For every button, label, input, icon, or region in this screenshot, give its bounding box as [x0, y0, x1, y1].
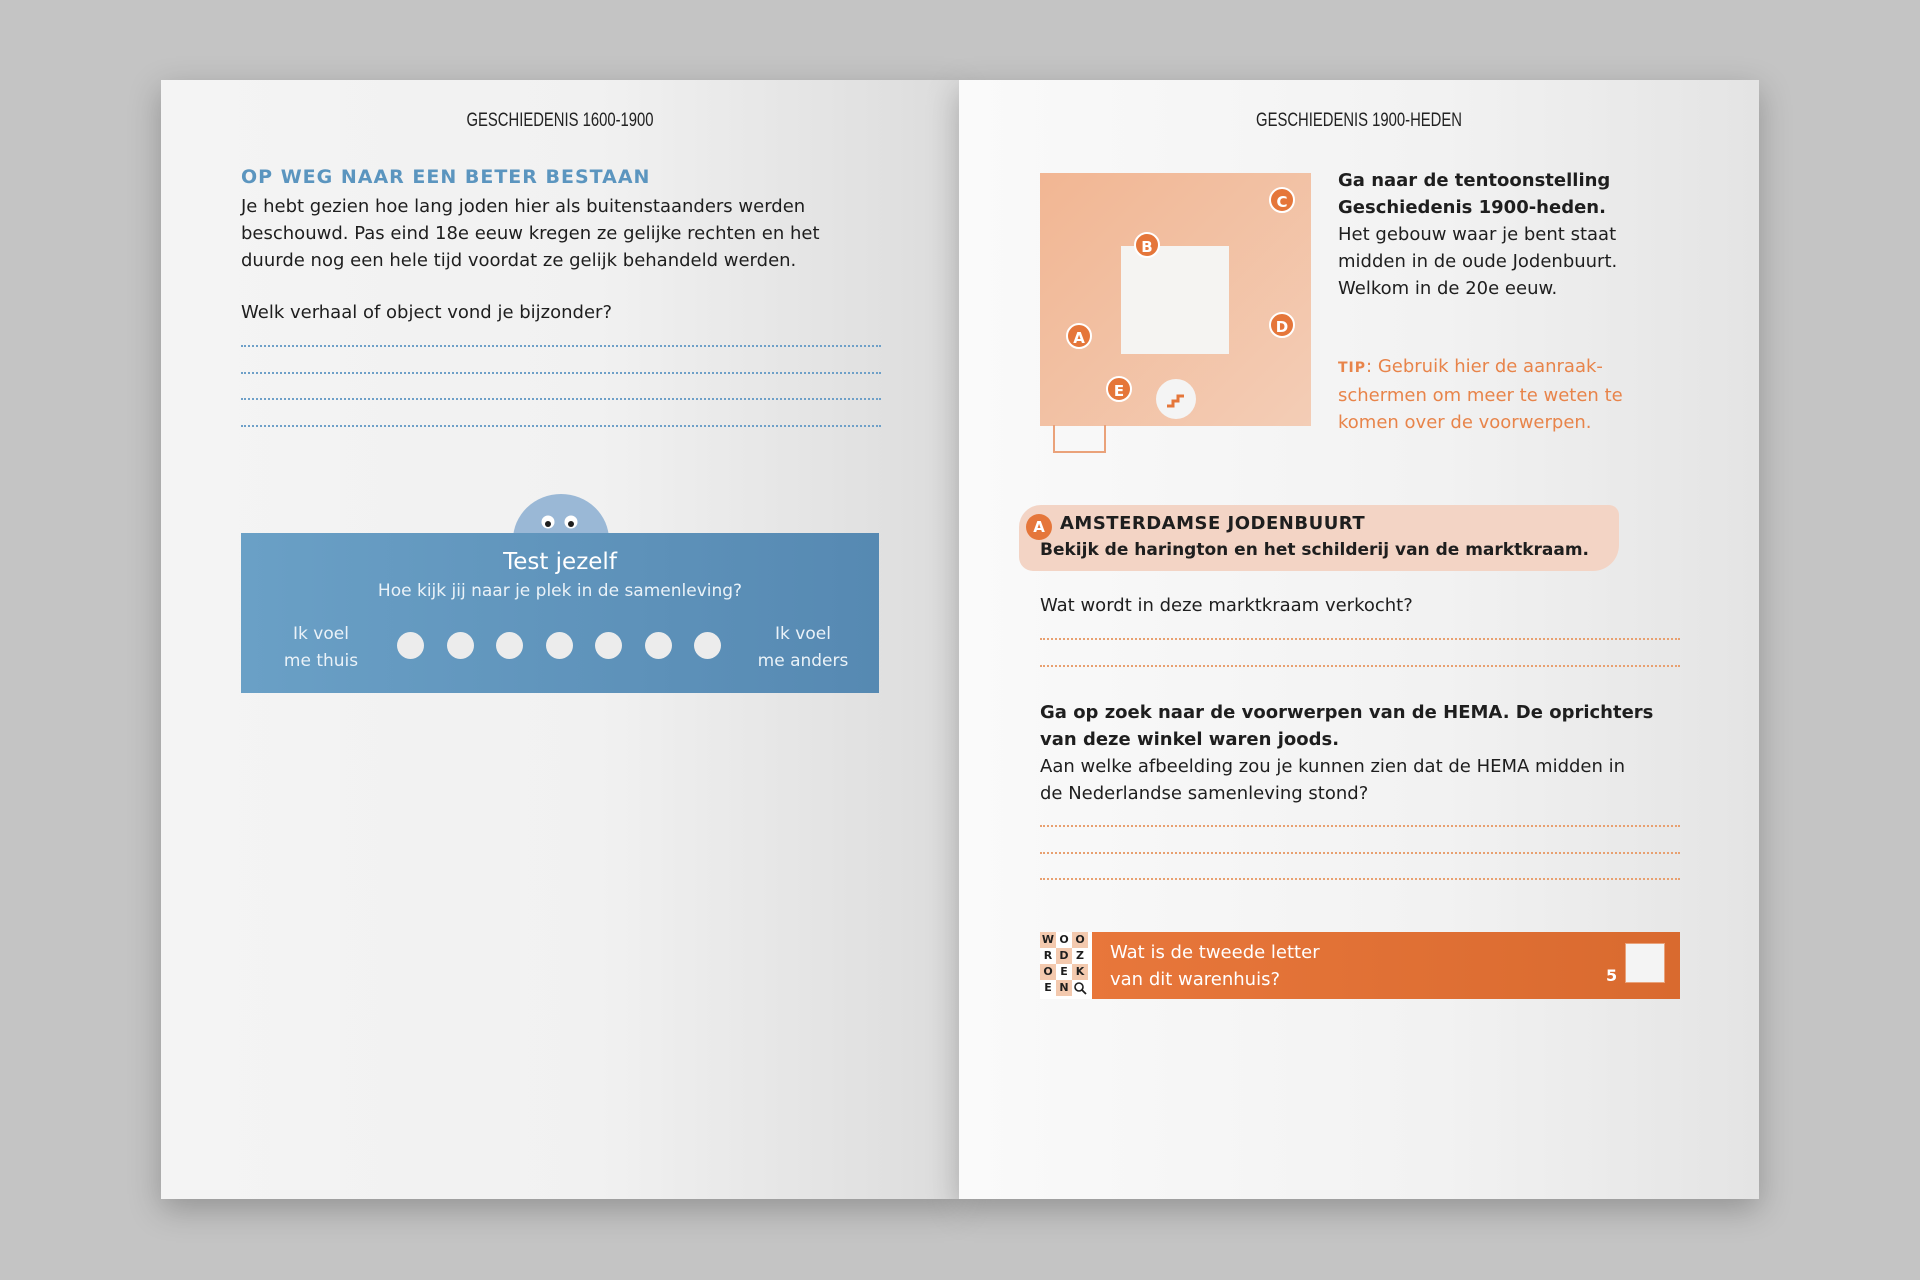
- answer-line[interactable]: [1040, 638, 1680, 640]
- intro-line: Het gebouw waar je bent staat: [1338, 224, 1617, 245]
- plan-marker-a: A: [1066, 323, 1092, 349]
- page-number: 5: [1606, 966, 1618, 985]
- answer-line[interactable]: [1040, 665, 1680, 667]
- answer-box[interactable]: [1625, 943, 1665, 983]
- scale-dot-7[interactable]: [694, 632, 721, 659]
- scale-left-label-line: Ik voel: [293, 624, 349, 644]
- grid-letter: N: [1056, 980, 1072, 996]
- answer-line[interactable]: [1040, 852, 1680, 854]
- scale-dot-1[interactable]: [397, 632, 424, 659]
- answer-line[interactable]: [1040, 878, 1680, 880]
- self-test-subtitle: Hoe kijk jij naar je plek in de samenleving?: [377, 581, 743, 601]
- answer-line[interactable]: [241, 398, 881, 400]
- scale-dot-3[interactable]: [496, 632, 523, 659]
- question-text: Welk verhaal of object vond je bijzonder?: [241, 302, 612, 323]
- scale-left-label: [261, 621, 381, 675]
- self-test-title: Test jezelf: [503, 549, 617, 575]
- intro-line: midden in de oude Jodenbuurt.: [1338, 251, 1618, 272]
- puzzle-question: [1110, 939, 1320, 993]
- scale-dot-2[interactable]: [447, 632, 474, 659]
- section-marker-a: A: [1026, 514, 1052, 540]
- intro-line: Je hebt gezien hoe lang joden hier als buitenstaanders werden: [241, 196, 806, 217]
- tip-line: komen over de voorwerpen.: [1338, 412, 1592, 433]
- section-instruction: Bekijk de harington en het schilderij van de marktkraam.: [1040, 540, 1590, 560]
- intro-line: Welkom in de 20e eeuw.: [1338, 278, 1558, 299]
- grid-letter: D: [1056, 948, 1072, 964]
- floor-plan-courtyard: [1121, 246, 1229, 354]
- answer-line[interactable]: [241, 345, 881, 347]
- grid-letter: Z: [1072, 948, 1088, 964]
- grid-letter: O: [1056, 932, 1072, 948]
- answer-line[interactable]: [241, 372, 881, 374]
- running-head-right: GESCHIEDENIS 1900-HEDEN: [1256, 110, 1462, 131]
- tip-block: [1338, 353, 1623, 436]
- answer-line[interactable]: [241, 425, 881, 427]
- intro-line: duurde nog een hele tijd voordat ze gelijk behandeld werden.: [241, 250, 797, 271]
- grid-letter: E: [1056, 964, 1072, 980]
- question-1: Wat wordt in deze marktkraam verkocht?: [1040, 595, 1413, 616]
- floor-plan: [1040, 173, 1311, 426]
- intro-line: beschouwd. Pas eind 18e eeuw kregen ze gelijke rechten en het: [241, 223, 820, 244]
- plan-marker-e: E: [1106, 376, 1132, 402]
- stairs-icon: [1156, 379, 1196, 419]
- scale-dot-6[interactable]: [645, 632, 672, 659]
- scale-dot-4[interactable]: [546, 632, 573, 659]
- grid-letter: K: [1072, 964, 1088, 980]
- grid-letter: O: [1040, 964, 1056, 980]
- right-page: [959, 80, 1759, 1199]
- intro-block: [1338, 167, 1617, 302]
- puzzle-banner: [1040, 932, 1680, 999]
- running-head-left: GESCHIEDENIS 1600-1900: [466, 110, 654, 131]
- question-2-line: de Nederlandse samenleving stond?: [1040, 783, 1369, 804]
- grid-letter: W: [1041, 933, 1055, 946]
- scale-right-label-line: me anders: [757, 651, 849, 671]
- hema-block: [1040, 699, 1653, 807]
- puzzle-question-line: van dit warenhuis?: [1110, 969, 1281, 990]
- scale-right-label-line: Ik voel: [775, 624, 831, 644]
- scale-left-label-line: me thuis: [283, 651, 359, 671]
- grid-letter: E: [1040, 980, 1056, 996]
- plan-marker-d: D: [1269, 312, 1295, 338]
- intro-paragraph: [241, 193, 820, 274]
- magnifier-icon: [1072, 980, 1088, 996]
- grid-letter: O: [1072, 932, 1088, 948]
- puzzle-question-line: Wat is de tweede letter: [1110, 942, 1320, 963]
- self-test-box: [241, 533, 879, 693]
- entrance-outline: [1053, 425, 1106, 453]
- hema-bold-line: van deze winkel waren joods.: [1040, 729, 1340, 750]
- answer-line[interactable]: [1040, 825, 1680, 827]
- plan-marker-c: C: [1269, 187, 1295, 213]
- scale-dot-5[interactable]: [595, 632, 622, 659]
- plan-marker-b: B: [1134, 232, 1160, 258]
- mascot-icon: [511, 492, 611, 536]
- scale-right-label: [743, 621, 863, 675]
- tip-line: : Gebruik hier de aanraak-: [1366, 356, 1603, 377]
- woordzoeken-logo: [1040, 932, 1092, 999]
- tip-label: TIP: [1338, 360, 1367, 376]
- intro-bold-line: Geschiedenis 1900-heden.: [1338, 197, 1606, 218]
- tip-line: schermen om meer te weten te: [1338, 385, 1623, 406]
- left-page: [161, 80, 959, 1199]
- section-title: AMSTERDAMSE JODENBUURT: [1060, 513, 1366, 534]
- question-2-line: Aan welke afbeelding zou je kunnen zien dat de HEMA midden in: [1040, 756, 1626, 777]
- hema-bold-line: Ga op zoek naar de voorwerpen van de HEMA. De oprichters: [1040, 702, 1654, 723]
- grid-letter: R: [1040, 948, 1056, 964]
- section-title: OP WEG NAAR EEN BETER BESTAAN: [241, 166, 651, 188]
- intro-bold-line: Ga naar de tentoonstelling: [1338, 170, 1611, 191]
